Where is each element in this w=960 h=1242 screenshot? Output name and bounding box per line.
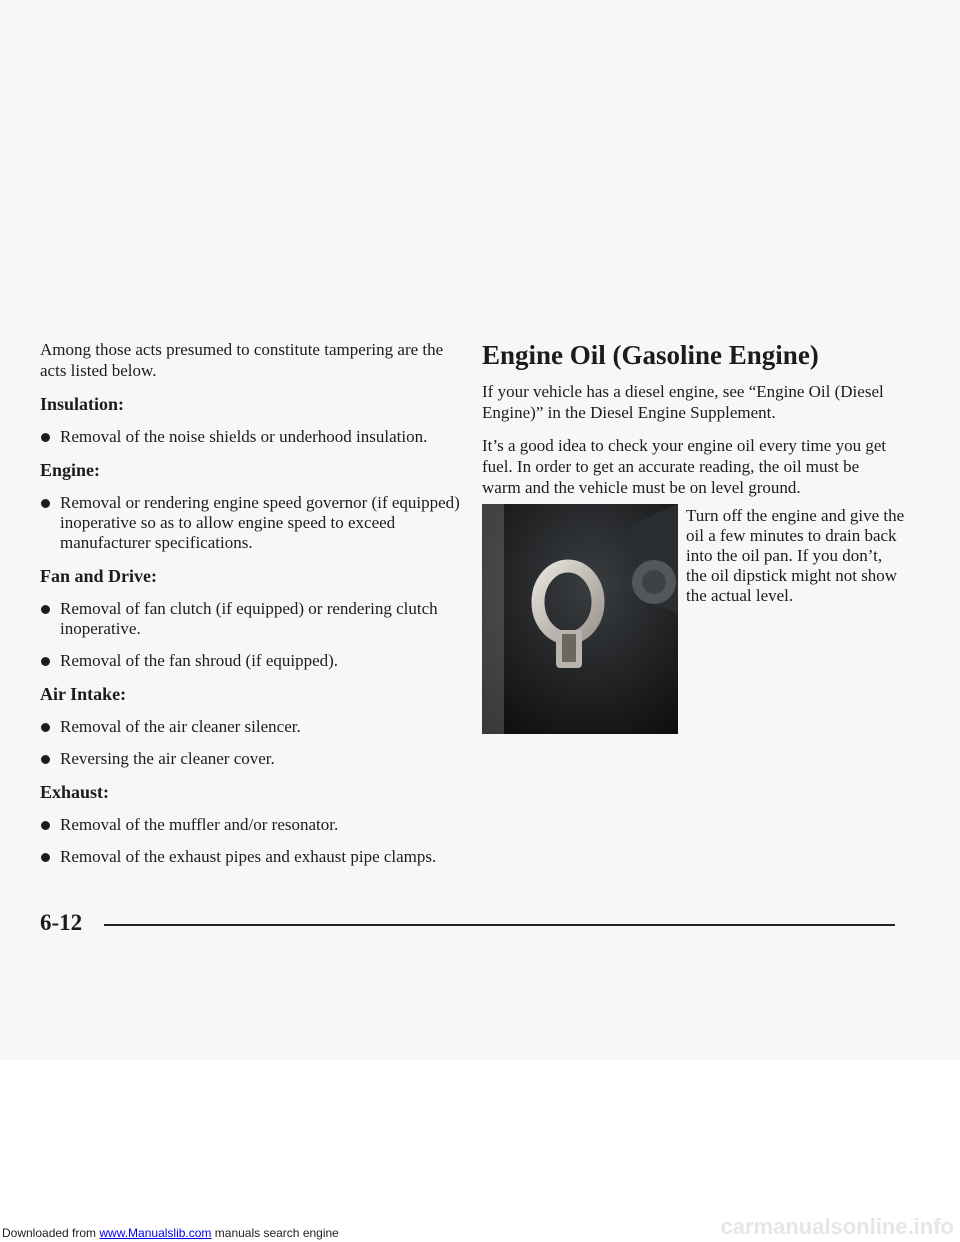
list-item	[40, 651, 460, 671]
footer-prefix: Downloaded from	[2, 1226, 100, 1240]
dipstick-illustration	[482, 504, 678, 734]
bullet-icon	[41, 755, 50, 764]
bullet-icon	[41, 499, 50, 508]
bullet-icon	[41, 853, 50, 862]
heading-fan-and-drive: Fan and Drive:	[40, 566, 157, 586]
figure-caption: Turn off the engine and give the oil a few minutes to drain back into the oil pan. If you don’t, the oil dipstick might not show the actual level.	[686, 506, 905, 605]
page-number: 6-12	[40, 910, 83, 935]
list-item	[40, 717, 460, 737]
list-item	[40, 427, 460, 447]
list-item-text: Removal of fan clutch (if equipped) or rendering clutch inoperative.	[60, 599, 438, 638]
bullet-icon	[41, 821, 50, 830]
left-column	[40, 339, 460, 879]
list-item	[40, 493, 460, 553]
download-footer	[2, 1226, 339, 1240]
heading-engine: Engine:	[40, 460, 101, 480]
bullet-icon	[41, 605, 50, 614]
bullet-icon	[41, 433, 50, 442]
list-item	[40, 599, 460, 639]
list-item	[40, 815, 460, 835]
list-item-text: Removal of the noise shields or underhood insulation.	[60, 427, 428, 446]
bullet-icon	[41, 657, 50, 666]
heading-air-intake: Air Intake:	[40, 684, 127, 704]
diesel-note-paragraph: If your vehicle has a diesel engine, see “Engine Oil (Diesel Engine)” in the Diesel Engine Supplement.	[482, 382, 884, 422]
bullet-icon	[41, 723, 50, 732]
list-item-text: Removal of the fan shroud (if equipped).	[60, 651, 339, 670]
list-item-text: Removal of the muffler and/or resonator.	[60, 815, 339, 834]
list-item-text: Removal or rendering engine speed governor (if equipped) inoperative so as to allow engine speed to exceed manufacturer specifications.	[60, 493, 460, 552]
footer-suffix: manuals search engine	[211, 1226, 339, 1240]
heading-exhaust: Exhaust:	[40, 782, 110, 802]
section-title: Engine Oil (Gasoline Engine)	[482, 340, 819, 370]
list-insulation	[40, 427, 460, 447]
check-oil-paragraph: It’s a good idea to check your engine oil every time you get fuel. In order to get an accurate reading, the oil must be warm and the vehicle must be on level ground.	[482, 436, 887, 497]
right-column	[482, 339, 902, 510]
list-engine	[40, 493, 460, 553]
list-item-text: Removal of the air cleaner silencer.	[60, 717, 301, 736]
oil-dipstick-photo	[482, 504, 678, 734]
list-item-text: Removal of the exhaust pipes and exhaust pipe clamps.	[60, 847, 437, 866]
list-item-text: Reversing the air cleaner cover.	[60, 749, 275, 768]
watermark: carmanualsonline.info	[720, 1214, 954, 1239]
list-fan-and-drive	[40, 599, 460, 671]
heading-insulation: Insulation:	[40, 394, 125, 414]
footer-rule	[104, 924, 895, 926]
list-item	[40, 847, 460, 867]
list-item	[40, 749, 460, 769]
list-exhaust	[40, 815, 460, 867]
manualslib-link[interactable]: www.Manualslib.com	[99, 1226, 212, 1240]
intro-paragraph: Among those acts presumed to constitute tampering are the acts listed below.	[40, 340, 444, 380]
list-air-intake	[40, 717, 460, 769]
